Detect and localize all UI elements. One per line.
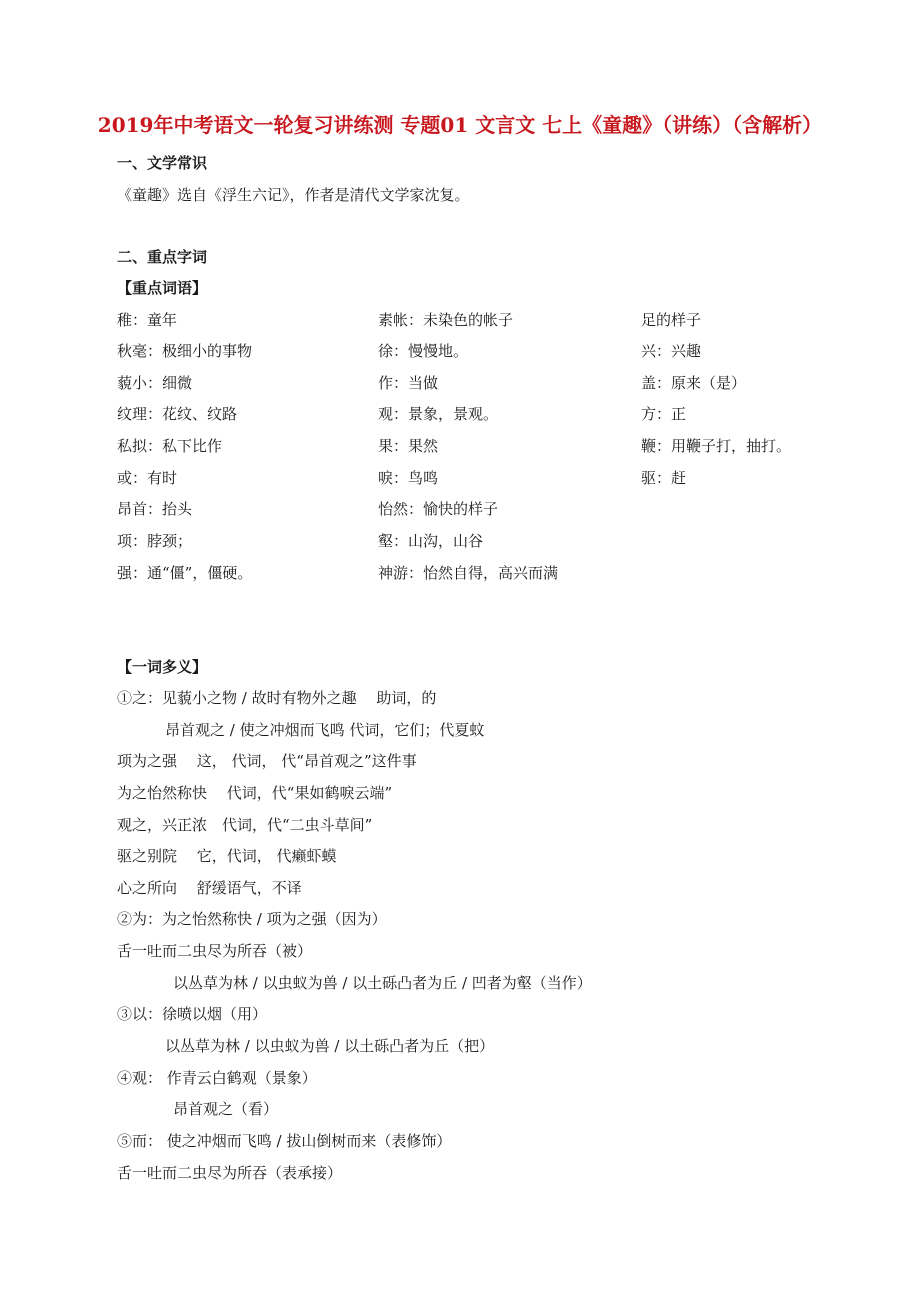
polysemy-line: ②为：为之怡然称快 / 项为之强（因为） [117,910,387,928]
polysemy-line: ①之：见藐小之物 / 故时有物外之趣 助词，的 [117,689,437,707]
polysemy-line: ③以：徐喷以烟（用） [117,1005,268,1023]
vocab-cell: 或：有时 [117,469,178,487]
polysemy-line: 昂首观之 / 使之冲烟而飞鸣 代词，它们；代夏蚊 [165,721,485,739]
polysemy-line: 以丛草为林 / 以虫蚁为兽 / 以土砾凸者为丘 / 凹者为壑（当作） [173,974,592,992]
vocab-cell: 壑：山沟，山谷 [378,532,484,550]
vocab-cell: 鞭：用鞭子打，抽打。 [641,437,792,455]
vocab-cell: 作：当做 [378,374,439,392]
polysemy-line: ⑤而： 使之冲烟而飞鸣 / 拔山倒树而来（表修饰） [117,1132,452,1150]
polysemy-line: 以丛草为林 / 以虫蚁为兽 / 以土砾凸者为丘（把） [165,1037,495,1055]
vocab-cell: 神游：怡然自得，高兴而满 [378,564,559,582]
vocab-cell: 方：正 [641,405,687,423]
vocab-cell: 驱：赶 [641,469,687,487]
vocab-cell: 藐小：细微 [117,374,193,392]
vocab-cell: 纹理：花纹、纹路 [117,405,238,423]
vocab-cell: 盖：原来（是） [641,374,747,392]
vocab-cell: 项：脖颈； [117,532,193,550]
vocab-cell: 徐：慢慢地。 [378,342,469,360]
polysemy-heading: 【一词多义】 [117,658,208,676]
polysemy-line: 昂首观之（看） [173,1100,279,1118]
vocab-cell: 唳：鸟鸣 [378,469,439,487]
section-heading-key-words: 二、重点字词 [117,248,208,266]
vocab-cell: 观：景象，景观。 [378,405,499,423]
vocab-cell: 私拟：私下比作 [117,437,223,455]
vocab-heading: 【重点词语】 [117,279,208,297]
vocab-cell: 素帐：未染色的帐子 [378,311,514,329]
polysemy-line: ④观： 作青云白鹤观（景象） [117,1069,317,1087]
polysemy-line: 舌一吐而二虫尽为所吞（表承接） [117,1164,343,1182]
polysemy-line: 心之所向 舒缓语气，不译 [117,879,302,897]
polysemy-line: 项为之强 这， 代词， 代“昂首观之”这件事 [117,752,417,770]
literature-text: 《童趣》选自《浮生六记》，作者是清代文学家沈复。 [117,186,470,204]
vocab-cell: 强：通“僵”，僵硬。 [117,564,253,582]
vocab-cell: 稚：童年 [117,311,178,329]
vocab-cell: 兴：兴趣 [641,342,702,360]
polysemy-line: 驱之别院 它，代词， 代癞虾蟆 [117,847,337,865]
polysemy-line: 为之怡然称快 代词，代“果如鹤唳云端” [117,784,393,802]
polysemy-line: 舌一吐而二虫尽为所吞（被） [117,942,313,960]
vocab-cell: 昂首：抬头 [117,500,193,518]
page-title: 2019年中考语文一轮复习讲练测 专题01 文言文 七上《童趣》（讲练）（含解析） [97,113,823,137]
vocab-cell: 足的样子 [641,311,702,329]
polysemy-line: 观之，兴正浓 代词，代“二虫斗草间” [117,816,373,834]
vocab-cell: 果：果然 [378,437,439,455]
vocab-cell: 秋毫：极细小的事物 [117,342,253,360]
vocab-cell: 怡然：愉快的样子 [378,500,499,518]
section-heading-literature: 一、文学常识 [117,154,208,172]
